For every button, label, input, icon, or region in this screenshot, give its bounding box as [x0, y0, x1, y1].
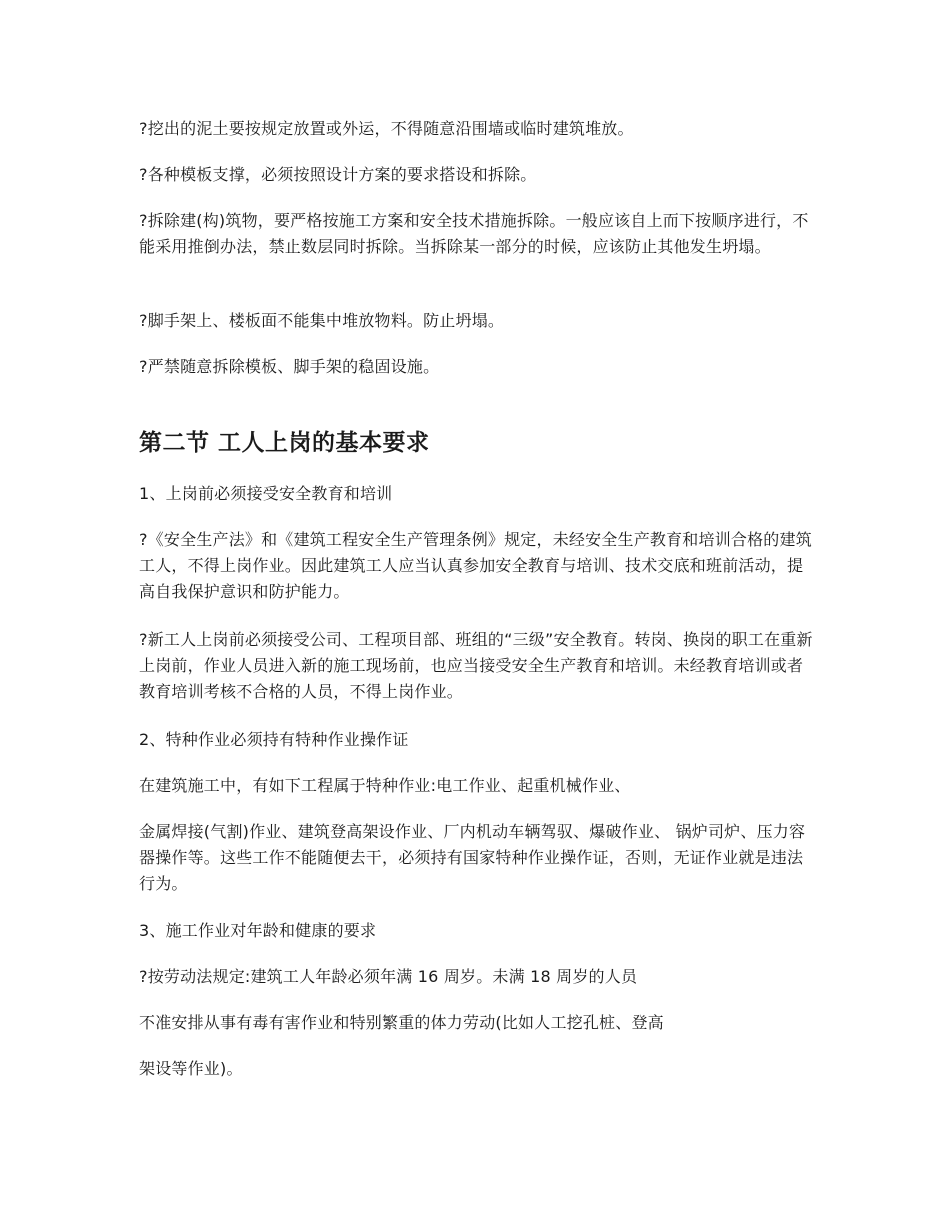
paragraph-scaffold-load: ?脚手架上、楼板面不能集中堆放物料。防止坍塌。: [139, 311, 505, 330]
subsection-1-title: 1、上岗前必须接受安全教育和培训: [139, 484, 393, 503]
section-heading: 第二节 工人上岗的基本要求: [139, 430, 430, 456]
paragraph-excavated-soil: ?挖出的泥土要按规定放置或外运，不得随意沿围墙或临时建筑堆放。: [139, 119, 634, 138]
paragraph-labor-law-age: ?按劳动法规定:建筑工人年龄必须年满 16 周岁。未满 18 周岁的人员: [139, 967, 638, 986]
subsection-2-title: 2、特种作业必须持有特种作业操作证: [139, 730, 409, 749]
paragraph-prohibited-work: 不准安排从事有毒有害作业和特别繁重的体力劳动(比如人工挖孔桩、登高: [139, 1013, 664, 1032]
paragraph-demolition: ?拆除建(构)筑物，要严格按施工方案和安全技术措施拆除。一般应该自上而下按顺序进行，不能采用推倒办法，禁止数层同时拆除。当拆除某一部分的时候，应该防止其他发生坍塌。: [139, 211, 809, 256]
paragraph-erection-work: 架设等作业)。: [139, 1059, 243, 1078]
paragraph-special-operations-intro: 在建筑施工中，有如下工程属于特种作业:电工作业、起重机械作业、: [139, 776, 631, 795]
paragraph-formwork-support: ?各种模板支撑，必须按照设计方案的要求搭设和拆除。: [139, 165, 537, 184]
paragraph-safety-law: ?《安全生产法》和《建筑工程安全生产管理条例》规定，未经安全生产教育和培训合格的建筑工人，不得上岗作业。因此建筑工人应当认真参加安全教育与培训、技术交底和班前活动，提高自我保护意识和防护能力。: [139, 530, 812, 601]
subsection-3-title: 3、施工作业对年龄和健康的要求: [139, 921, 377, 940]
paragraph-three-level-education: ?新工人上岗前必须接受公司、工程项目部、班组的“三级”安全教育。转岗、换岗的职工在重新上岗前，作业人员进入新的施工现场前，也应当接受安全生产教育和培训。未经教育培训或者教育培训考核不合格的人员，不得上岗作业。: [139, 630, 813, 701]
paragraph-special-operations-list: 金属焊接(气割)作业、建筑登高架设作业、厂内机动车辆驾驭、爆破作业、 锅炉司炉、压力容器操作等。这些工作不能随便去干，必须持有国家特种作业操作证，否则，无证作业就是违法行为。: [139, 822, 806, 893]
paragraph-no-removal: ?严禁随意拆除模板、脚手架的稳固设施。: [139, 357, 440, 376]
